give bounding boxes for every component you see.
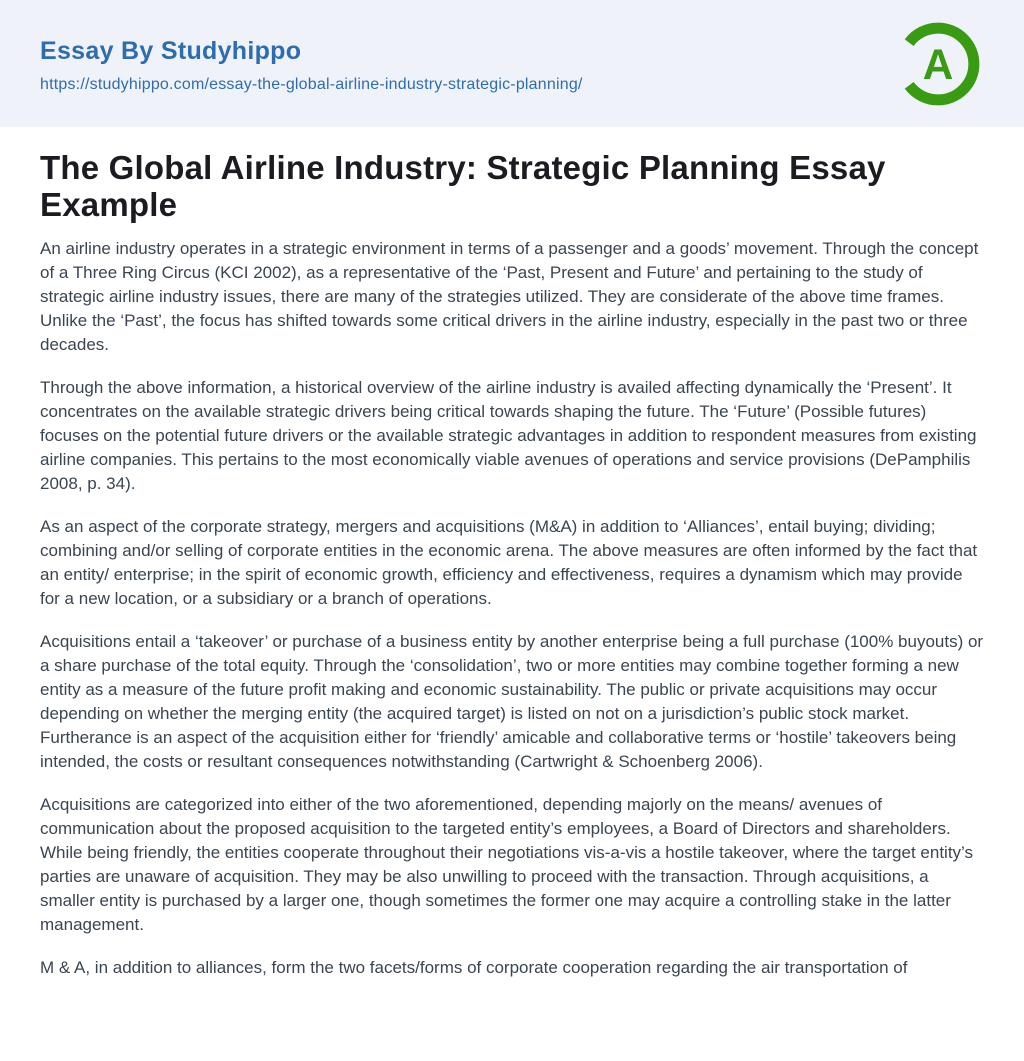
studyhippo-logo-icon <box>892 18 984 110</box>
site-title: Essay By Studyhippo <box>40 37 302 65</box>
paragraph-5: Acquisitions are categorized into either of the two aforementioned, depending majorly on the means/ avenues of communication about the proposed acquisition to the targeted entity’s employees, a Board of Directors and shareholders. While being friendly, the entities cooperate throughout their negotiations vis-a-vis a hostile takeover, where the target entity’s parties are unaware of acquisition. They may be also unwilling to proceed with the transaction. Through acquisitions, a smaller entity is purchased by a larger one, though sometimes the former one may acquire a controlling stake in the latter management. <box>40 794 974 934</box>
paragraph-3: As an aspect of the corporate strategy, mergers and acquisitions (M&A) in addition to ‘Alliances’, entail buying; dividing; combining and/or selling of corporate entities in the economic arena. The above measures are often informed by the fact that an entity/ enterprise; in the spirit of economic growth, efficiency and effectiveness, requires a dynamism which may provide for a new location, or a subsidiary or a branch of operations. <box>40 516 978 608</box>
article <box>0 149 1024 980</box>
paragraph-6: M & A, in addition to alliances, form the two facets/forms of corporate cooperation regarding the air transportation of <box>40 957 908 977</box>
page-header <box>0 0 1024 127</box>
page-url-link[interactable]: https://studyhippo.com/essay-the-global-airline-industry-strategic-planning/ <box>40 76 583 93</box>
article-title: The Global Airline Industry: Strategic Planning Essay Example <box>40 149 886 224</box>
header-text-block <box>40 33 583 94</box>
logo-letter: A <box>922 40 954 88</box>
paragraph-4: Acquisitions entail a ‘takeover’ or purchase of a business entity by another enterprise being a full purchase (100% buyouts) or a share purchase of the total equity. Through the ‘consolidation’, two or more entities may combine together forming a new entity as a measure of the future profit making and economic sustainability. The public or private acquisitions may occur depending on whether the merging entity (the acquired target) is listed on not on a jurisdiction’s public stock market. Furtherance is an aspect of the acquisition either for ‘friendly’ amicable and collaborative terms or ‘hostile’ takeovers being intended, the costs or resultant consequences notwithstanding (Cartwright & Schoenberg 2006). <box>40 631 984 771</box>
paragraph-2: Through the above information, a historical overview of the airline industry is availed affecting dynamically the ‘Present’. It concentrates on the available strategic drivers being critical towards shaping the future. The ‘Future’ (Possible futures) focuses on the potential future drivers or the available strategic advantages in addition to respondent measures from existing airline companies. This pertains to the most economically viable avenues of operations and service provisions (DePamphilis 2008, p. 34). <box>40 377 977 493</box>
paragraph-1: An airline industry operates in a strategic environment in terms of a passenger and a goods’ movement. Through the concept of a Three Ring Circus (KCI 2002), as a representative of the ‘Past, Present and Future’ and pertaining to the study of strategic airline industry issues, there are many of the strategies utilized. They are considerate of the above time frames. Unlike the ‘Past’, the focus has shifted towards some critical drivers in the airline industry, especially in the past two or three decades. <box>40 238 979 354</box>
